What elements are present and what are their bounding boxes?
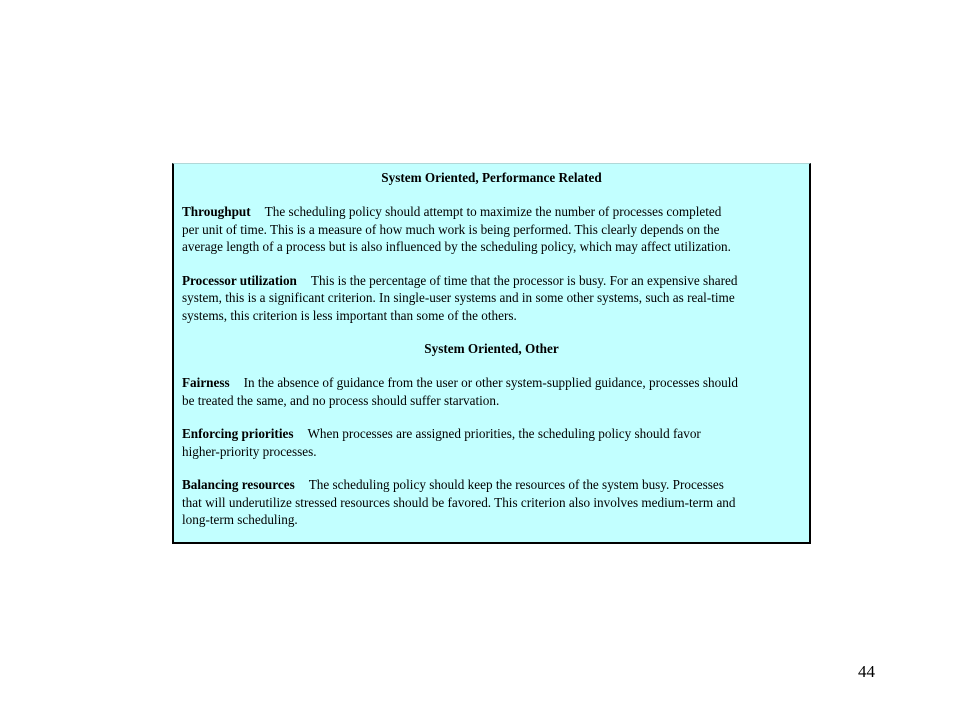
entry-term: Enforcing priorities <box>182 426 294 441</box>
entry-term: Processor utilization <box>182 272 297 288</box>
section-heading-performance: System Oriented, Performance Related <box>381 170 602 185</box>
entry-text: When processes are assigned priorities, the scheduling policy should favor <box>307 426 701 441</box>
entry-line <box>182 374 801 392</box>
entry-line: per unit of time. This is a measure of how much work is being performed. This clearly depends on the <box>182 221 720 237</box>
section-heading-other: System Oriented, Other <box>424 341 559 356</box>
spacer <box>182 409 801 425</box>
entry-line: systems, this criterion is less important than some of the others. <box>182 307 517 323</box>
entry-line <box>182 272 801 290</box>
entry-processor-utilization <box>182 272 801 325</box>
page-number: 44 <box>858 662 875 681</box>
entry-enforcing-priorities <box>182 425 801 460</box>
entry-text: In the absence of guidance from the user or other system-supplied guidance, processes should <box>243 375 739 390</box>
entry-balancing-resources <box>182 476 801 529</box>
spacer <box>182 358 801 374</box>
entry-term: Throughput <box>182 204 251 219</box>
spacer <box>182 187 801 203</box>
entry-text: The scheduling policy should keep the resources of the system busy. Processes <box>308 477 724 492</box>
entry-line: be treated the same, and no process should suffer starvation. <box>182 392 500 408</box>
spacer <box>182 460 801 476</box>
entry-line: average length of a process but is also influenced by the scheduling policy, which may affect utilization. <box>182 239 731 254</box>
spacer <box>182 324 801 340</box>
entry-line <box>182 425 801 443</box>
entry-text: The scheduling policy should attempt to maximize the number of processes completed <box>264 204 722 219</box>
entry-line: higher-priority processes. <box>182 443 317 459</box>
entry-term: Balancing resources <box>182 477 295 492</box>
criteria-table-panel <box>172 163 811 544</box>
entry-term: Fairness <box>182 375 230 390</box>
spacer <box>182 256 801 272</box>
entry-line: long-term scheduling. <box>182 512 298 527</box>
entry-line <box>182 476 801 494</box>
entry-throughput <box>182 203 801 256</box>
entry-fairness <box>182 374 801 409</box>
entry-line: that will underutilize stressed resources should be favored. This criterion also involves medium-term and <box>182 494 736 510</box>
entry-line: system, this is a significant criterion. In single-user systems and in some other systems, such as real-time <box>182 290 735 305</box>
entry-line <box>182 203 801 221</box>
entry-text: This is the percentage of time that the processor is busy. For an expensive shared <box>310 272 738 288</box>
